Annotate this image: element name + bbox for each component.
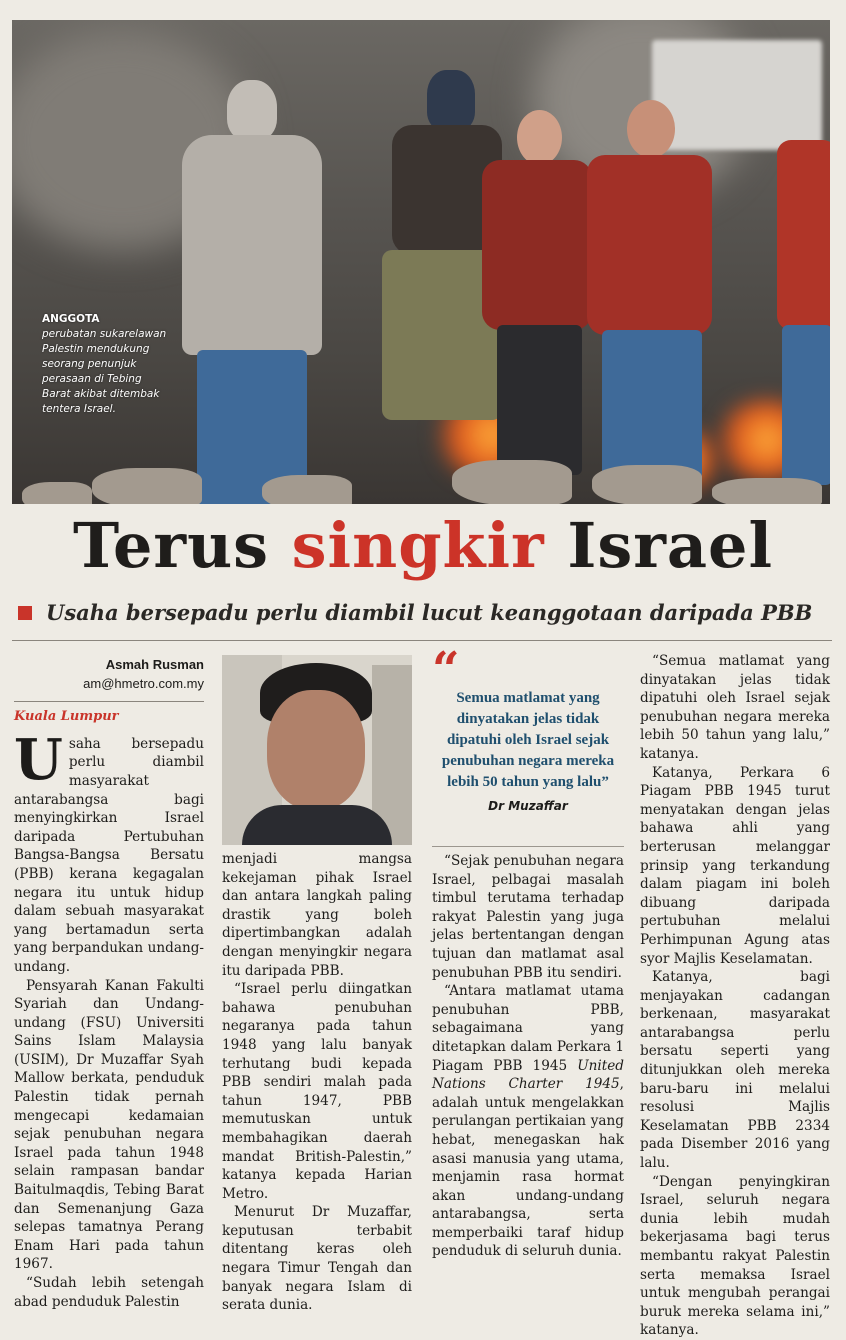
rock bbox=[262, 475, 352, 504]
rock bbox=[592, 465, 702, 504]
paragraph bbox=[432, 982, 624, 1261]
pull-quote-text: Semua matlamat yang dinyatakan jelas tidak dipatuhi oleh Israel sejak penubuhan negara mereka lebih 50 tahun yang lalu” bbox=[441, 690, 615, 790]
paragraph: “Sudah lebih setengah abad penduduk Palestin bbox=[14, 1275, 204, 1310]
paragraph: “Dengan penyingkiran Israel, seluruh negara dunia lebih mudah bekerjasama bagi terus membantu rakyat Palestin serta memaksa Israel untuk mengubah perangai buruk mereka selama ini,” katanya. bbox=[640, 1173, 830, 1339]
subheadline-text: Usaha bersepadu perlu diambil lucut keanggotaan daripada PBB bbox=[46, 600, 813, 625]
paragraph: Katanya, Perkara 6 Piagam PBB 1945 turut menyatakan dengan jelas bahawa ahli yang berterusan melanggar prinsip yang terkandung dalam piagam ini boleh dibuang daripada pertubuhan melalui Perhimpunan Agung atas syor Majlis Keselamatan. bbox=[640, 764, 830, 967]
headline-highlight: singkir bbox=[291, 509, 545, 582]
paragraph: “Israel perlu diingatkan bahawa penubuhan negaranya pada tahun 1948 yang lalu banyak terhutang budi kepada PBB sendiri malah pada tahun 1947, PBB memutuskan untuk membahagikan daerah mandat British-Palestin,” katanya kepada Harian Metro. bbox=[222, 981, 412, 1202]
author-name: Asmah Rusman bbox=[105, 657, 204, 672]
red-square-bullet-icon bbox=[18, 606, 32, 620]
paragraph: “Semua matlamat yang dinyatakan jelas tidak dipatuhi oleh Israel sejak penubuhan negara mereka lebih 50 tahun yang lalu,” katanya. bbox=[640, 653, 830, 762]
headline-part: Terus bbox=[72, 509, 270, 582]
paragraph bbox=[14, 726, 204, 977]
byline bbox=[14, 656, 204, 693]
author-email: am@hmetro.com.my bbox=[83, 675, 204, 691]
medic-figure bbox=[582, 100, 722, 490]
rock bbox=[22, 482, 92, 504]
divider bbox=[12, 640, 832, 641]
paragraph: menjadi mangsa kekejaman pihak Israel dan antara langkah paling drastik yang boleh dipertimbangkan adalah dengan menyingkir negara itu daripada PBB. bbox=[222, 851, 412, 979]
paragraph: Pensyarah Kanan Fakulti Syariah dan Undang-undang (FSU) Universiti Sains Islam Malaysia (USIM), Dr Muzaffar Syah Mallow berkata, penduduk Palestin tidak pernah mengecapi kedamaian sejak penubuhan negara Israel pada tahun 1948 selain rampasan bandar Baitulmaqdis, Tebing Barat dan Semenanjung Gaza selepas tamatnya Perang Enam Hari pada tahun 1967. bbox=[14, 977, 204, 1273]
subheadline bbox=[18, 600, 838, 625]
byline-divider bbox=[14, 701, 204, 702]
dateline: Kuala Lumpur bbox=[14, 709, 119, 725]
paragraph: Menurut Dr Muzaffar, keputusan terbabit ditentang keras oleh negara Timur Tengah dan banyak negara Islam di serata dunia. bbox=[222, 1204, 412, 1314]
divider bbox=[432, 846, 624, 847]
protester-figure bbox=[182, 80, 332, 500]
medic-figure bbox=[757, 80, 830, 490]
article-column-2 bbox=[222, 850, 412, 1315]
pull-quote-source: Dr Muzaffar bbox=[488, 799, 568, 813]
headline-part: Israel bbox=[567, 509, 774, 582]
italic-term: United Nations Charter 1945 bbox=[432, 1057, 624, 1093]
paragraph-text: , adalah untuk mengelakkan perulangan pertikaian yang hebat, menegaskan hak asasi manusia yang utama, menjamin rasa hormat akan undang-undang antarabangsa, serta memperbaiki taraf hidup penduduk di seluruh dunia. bbox=[432, 1076, 624, 1260]
paragraph-text: saha bersepadu perlu diambil masyarakat antarabangsa bagi menyingkirkan Israel daripada Pertubuhan Bangsa-Bangsa Bersatu (PBB) kerana kegagalan negara itu untuk hidup dalam sebuah masyarakat yang bertamadun serta yang berpandukan undang-undang. bbox=[14, 735, 204, 975]
quote-mark-icon: “ bbox=[432, 642, 460, 698]
rock bbox=[712, 478, 822, 504]
author-portrait-photo bbox=[222, 655, 412, 845]
rock bbox=[452, 460, 572, 504]
rock bbox=[92, 468, 202, 504]
caption-lead: ANGGOTA bbox=[42, 313, 100, 325]
drop-cap: U bbox=[14, 726, 63, 793]
paragraph: Katanya, bagi menjayakan cadangan berkenaan, masyarakat antarabangsa perlu bersatu seperti yang ditunjukkan oleh mereka baru-baru ini melalui resolusi Majlis Keselamatan PBB 2334 pada Disember 2016 yang lalu. bbox=[640, 969, 830, 1172]
paragraph-text: “Antara matlamat utama penubuhan PBB, sebagaimana yang ditetapkan dalam Perkara 1 Piagam PBB 1945 bbox=[432, 983, 624, 1074]
article-column-4 bbox=[640, 652, 830, 1340]
caption-text: perubatan sukarelawan Palestin mendukung seorang penunjuk perasaan di Tebing Barat akibat ditembak tentera Israel. bbox=[42, 328, 167, 415]
headline bbox=[0, 508, 846, 584]
article-column-1 bbox=[14, 656, 204, 1311]
article-column-3 bbox=[432, 852, 624, 1261]
paragraph: “Sejak penubuhan negara Israel, pelbagai masalah timbul terutama terhadap rakyat Palestin yang juga jelas bertentangan dengan tujuan dan matlamat asal penubuhan PBB itu sendiri. bbox=[432, 853, 624, 981]
pull-quote bbox=[432, 642, 624, 813]
photo-caption bbox=[42, 312, 172, 417]
news-photo bbox=[12, 20, 830, 504]
